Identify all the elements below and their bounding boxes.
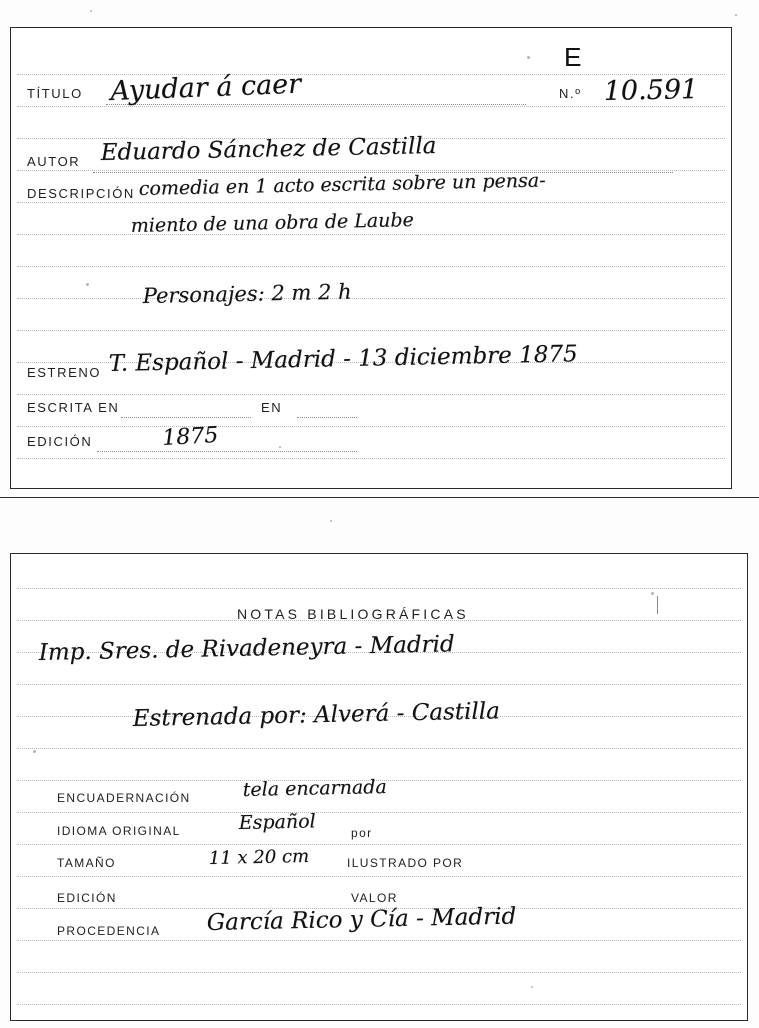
note-estrenada-por: Estrenada por: Alverá - Castilla [132, 698, 501, 732]
leader-edicion [97, 451, 357, 452]
value-encuadernacion: tela encarnada [242, 775, 387, 801]
label-titulo: TÍTULO [27, 86, 83, 101]
catalogue-card-front [10, 27, 732, 489]
label-idioma-original: IDIOMA ORIGINAL [57, 824, 181, 838]
value-numero: 10.591 [603, 74, 699, 107]
value-descripcion-line1: comedia en 1 acto escrita sobre un pensa- [138, 169, 546, 200]
label-edicion: EDICIÓN [27, 434, 93, 449]
heading-notas-bibliograficas: NOTAS BIBLIOGRÁFICAS [237, 606, 469, 622]
card-corner-code: E [564, 42, 582, 72]
value-tamano: 11 x 20 cm [208, 845, 310, 869]
label-encuadernacion: ENCUADERNACIÓN [57, 791, 191, 805]
label-valor: VALOR [351, 891, 398, 905]
label-por: por [351, 826, 373, 840]
label-estreno: ESTRENO [27, 365, 102, 380]
leader-en [297, 417, 357, 418]
catalogue-card-back [10, 553, 748, 1021]
leader-escrita-en [121, 417, 251, 418]
value-descripcion-line2: miento de una obra de Laube [130, 209, 415, 237]
value-edicion: 1875 [161, 422, 219, 451]
label-edicion-back: EDICIÓN [57, 891, 117, 905]
value-estreno: T. Español - Madrid - 13 diciembre 1875 [108, 341, 578, 377]
note-imprenta: Imp. Sres. de Rivadeneyra - Madrid [38, 631, 455, 666]
label-descripcion: DESCRIPCIÓN [27, 186, 135, 201]
value-procedencia: García Rico y Cía - Madrid [206, 903, 517, 936]
value-idioma-original: Español [238, 810, 316, 834]
value-titulo: Ayudar á caer [109, 68, 302, 107]
label-en: EN [261, 400, 283, 415]
value-personajes: Personajes: 2 m 2 h [142, 279, 352, 308]
label-numero: N.º [559, 86, 582, 101]
value-autor: Eduardo Sánchez de Castilla [100, 132, 437, 166]
scan-divider [0, 497, 759, 498]
label-escrita-en: ESCRITA EN [27, 400, 120, 415]
label-tamano: TAMAÑO [57, 856, 116, 870]
label-autor: AUTOR [27, 154, 81, 169]
label-procedencia: PROCEDENCIA [57, 924, 161, 938]
label-ilustrado-por: ILUSTRADO POR [347, 856, 464, 870]
